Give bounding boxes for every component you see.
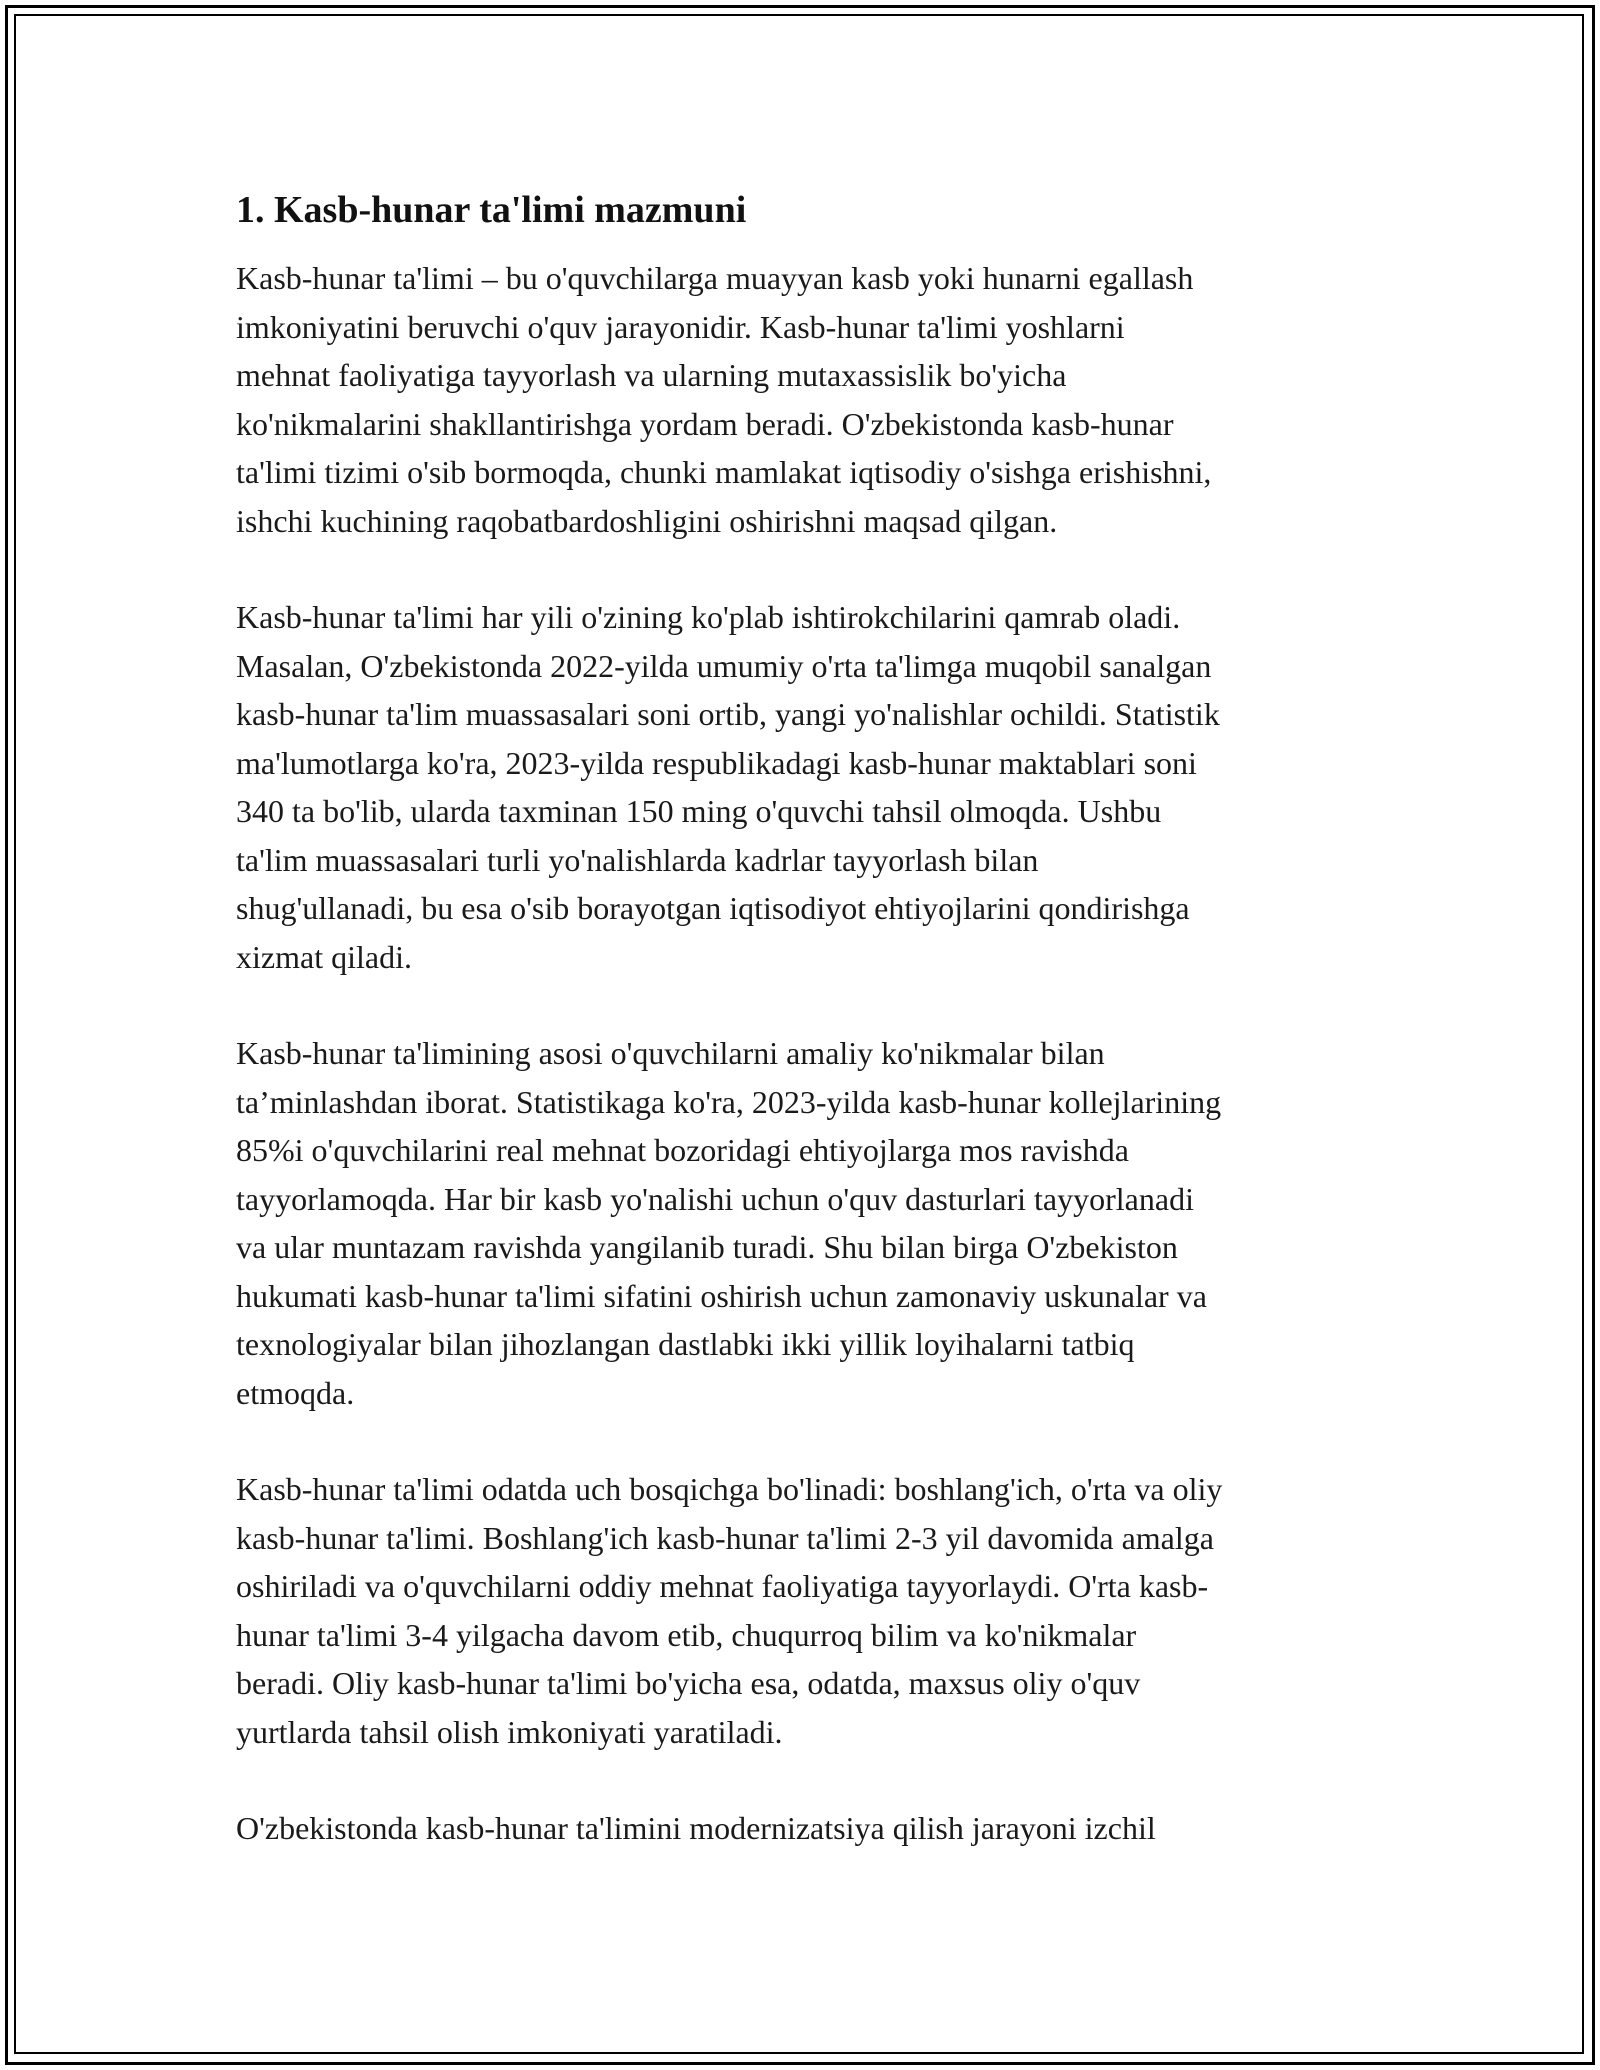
document-page — [236, 186, 1364, 1901]
paragraph: O'zbekistonda kasb-hunar ta'limini modernizatsiya qilish jarayoni izchil — [236, 1810, 1156, 1846]
paragraph: Kasb-hunar ta'limi odatda uch bosqichga bo'linadi: boshlang'ich, o'rta va oliy kasb-hunar ta'limi. Boshlang'ich kasb-hunar ta'limi 2-3 yil davomida amalga oshiriladi va o'quvchilarni oddiy mehnat faoliyatiga tayyorlaydi. O'rta kasb- hunar ta'limi 3-4 yilgacha davom etib, chuqurroq bilim va ko'nikmalar beradi. Oliy kasb-hunar ta'limi bo'yicha esa, odatda, maxsus oliy o'quv yurtlarda tahsil olish imkoniyati yaratiladi. — [236, 1471, 1223, 1750]
paragraph: Kasb-hunar ta'limining asosi o'quvchilarni amaliy ko'nikmalar bilan ta’minlashdan iborat. Statistikaga ko'ra, 2023-yilda kasb-hunar kollejlarining 85%i o'quvchilarini real mehnat bozoridagi ehtiyojlarga mos ravishda tayyorlamoqda. Har bir kasb yo'nalishi uchun o'quv dasturlari tayyorlanadi va ular muntazam ravishda yangilanib turadi. Shu bilan birga O'zbekiston hukumati kasb-hunar ta'limi sifatini oshirish uchun zamonaviy uskunalar va texnologiyalar bilan jihozlangan dastlabki ikki yillik loyihalarni tatbiq etmoqda. — [236, 1035, 1222, 1411]
paragraph: Kasb-hunar ta'limi har yili o'zining ko'plab ishtirokchilarini qamrab oladi. Masalan, O'zbekistonda 2022-yilda umumiy o'rta ta'limga muqobil sanalgan kasb-hunar ta'lim muassasalari soni ortib, yangi yo'nalishlar ochildi. Statistik ma'lumotlarga ko'ra, 2023-yilda respublikadagi kasb-hunar maktablari soni 340 ta bo'lib, ularda taxminan 150 ming o'quvchi tahsil olmoqda. Ushbu ta'lim muassasalari turli yo'nalishlarda kadrlar tayyorlash bilan shug'ullanadi, bu esa o'sib borayotgan iqtisodiyot ehtiyojlarini qondirishga xizmat qiladi. — [236, 599, 1220, 975]
paragraph: Kasb-hunar ta'limi – bu o'quvchilarga muayyan kasb yoki hunarni egallash imkoniyatini beruvchi o'quv jarayonidir. Kasb-hunar ta'limi yoshlarni mehnat faoliyatiga tayyorlash va ularning mutaxassislik bo'yicha ko'nikmalarini shakllantirishga yordam beradi. O'zbekistonda kasb-hunar ta'limi tizimi o'sib bormoqda, chunki mamlakat iqtisodiy o'sishga erishishni, ishchi kuchining raqobatbardoshligini oshirishni maqsad qilgan. — [236, 260, 1212, 539]
section-heading: 1. Kasb-hunar ta'limi mazmuni — [236, 189, 747, 231]
